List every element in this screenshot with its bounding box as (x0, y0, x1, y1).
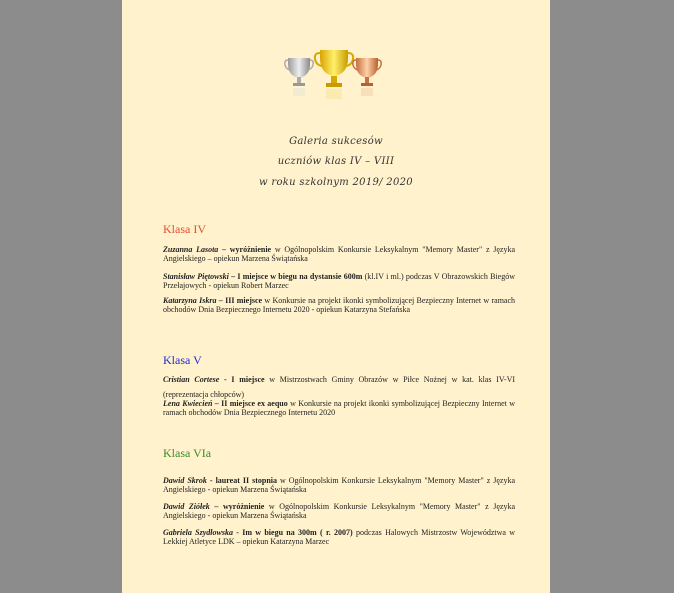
award-text: I miejsce w biegu na dystansie 600m (237, 272, 363, 281)
award-text: II miejsce ex aequo (221, 399, 288, 408)
document-page (122, 0, 550, 593)
award-details: w Mistrzostwach Gminy Obrazów w Piłce Nożnej w kat. klas IV-VI (reprezentacja chłopców) (163, 375, 516, 399)
award-details: w Ogólnopolskim Konkursie Leksykalnym "Memory Master" z Języka Angielskiego – opiekun Marzena Świątańska (163, 245, 516, 263)
section-heading-klasa-iv: Klasa IV (163, 222, 206, 236)
student-name: Dawid Skrok (163, 476, 207, 485)
section-heading-klasa-v: Klasa V (163, 353, 202, 367)
student-name: Katarzyna Iskra (163, 296, 217, 305)
achievement-entry (163, 272, 515, 290)
award-text: I miejsce (231, 375, 265, 384)
award-details: w Ogólnopolskim Konkursie Leksykalnym "Memory Master" z Języka Angielskiego - opiekun Marzena Świątańska (163, 476, 516, 494)
award-details: w Ogólnopolskim Konkursie Leksykalnym "Memory Master" z Języka Angielskiego - opiekun Marzena Świątańska (163, 502, 516, 520)
award-text: Im w biegu na 300m ( r. 2007) (242, 528, 353, 537)
student-name: Dawid Ziółek (163, 502, 210, 511)
trophies-icon (284, 46, 384, 108)
award-details: w Konkursie na projekt ikonki symbolizującej Bezpieczny Internet w ramach obchodów Dnia Bezpiecznego Internetu 2020 (163, 399, 516, 417)
student-name: Cristian Cortese (163, 375, 220, 384)
award-details: (kl.IV i ml.) podczas V Obrazowskich Biegów Przełajowych - opiekun Robert Marzec (163, 272, 515, 290)
separator: - (219, 375, 232, 384)
student-name: Stanisław Piętowski (163, 272, 229, 281)
award-text: wyróżnienie (222, 502, 265, 511)
title-line-2: uczniów klas IV – VIII (277, 156, 395, 167)
award-details: w Konkursie na projekt ikonki symbolizującej Bezpieczny Internet w ramach obchodów Dnia Bezpiecznego Internetu 2020 - opiekun Katarzyna Stefańska (163, 296, 516, 314)
award-text: laureat II stopnia (215, 476, 277, 485)
achievement-entry (163, 296, 515, 314)
separator: – (212, 399, 222, 408)
bronze-trophy-icon (353, 58, 381, 96)
title-line-1: Galeria sukcesów (289, 136, 383, 147)
achievement-entry (163, 399, 515, 417)
award-text: wyróżnienie (229, 245, 272, 254)
achievement-entry (163, 528, 515, 546)
separator: – (228, 272, 238, 281)
achievement-entry (163, 502, 515, 520)
silver-trophy-icon (285, 58, 313, 96)
award-text: III miejsce (225, 296, 263, 305)
gold-trophy-icon (315, 50, 353, 99)
student-name: Zuzanna Lasota (163, 245, 219, 254)
achievement-entry (163, 372, 515, 402)
separator: – (216, 296, 226, 305)
separator: – (218, 245, 230, 254)
section-heading-klasa-via: Klasa VIa (163, 446, 212, 460)
title-line-3: w roku szkolnym 2019/ 2020 (259, 177, 413, 188)
award-details: podczas Halowych Mistrzostw Województwa w Lekkiej Atletyce LDK – opiekun Katarzyna Marzec (163, 528, 516, 546)
achievement-entry (163, 245, 515, 263)
student-name: Lena Kwiecień (163, 399, 213, 408)
separator: – (209, 502, 223, 511)
achievement-entry (163, 476, 515, 494)
separator: - (206, 476, 216, 485)
student-name: Gabriela Szydłowska (163, 528, 233, 537)
separator: - (232, 528, 243, 537)
